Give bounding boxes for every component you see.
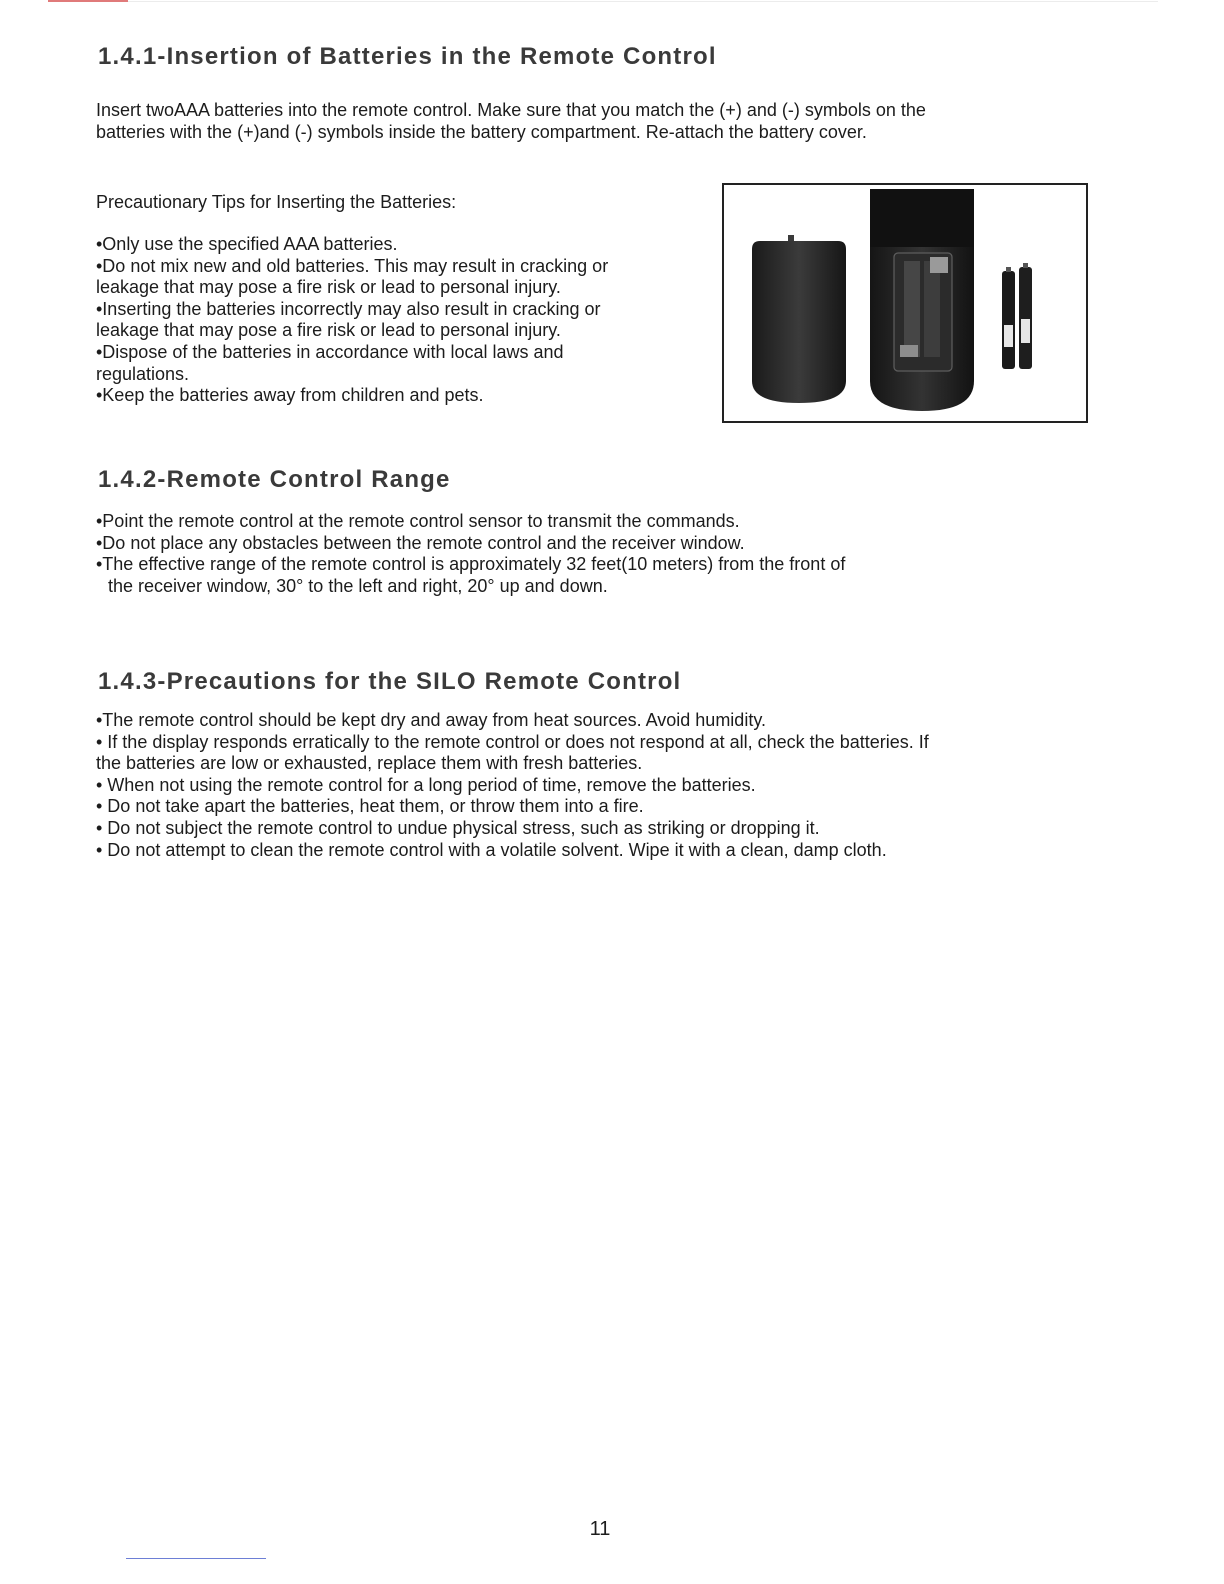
- aaa-battery: [1019, 267, 1032, 369]
- section-2-title: 1.4.2-Remote Control Range: [98, 466, 451, 493]
- top-edge-line: [128, 1, 1158, 2]
- tips-heading: Precautionary Tips for Inserting the Batteries:: [96, 192, 457, 212]
- battery-label: [1004, 325, 1013, 347]
- page-number: 11: [589, 1518, 611, 1540]
- tip-line: regulations.: [96, 363, 190, 384]
- section-3-title: 1.4.3-Precautions for the SILO Remote Control: [98, 668, 682, 695]
- precaution-item: • If the display responds erratically to the remote control or does not respond at all, check the batteries. If: [96, 731, 929, 752]
- footer-line: [126, 1558, 266, 1559]
- tips-list: [96, 234, 608, 407]
- range-item: •Point the remote control at the remote control sensor to transmit the commands.: [96, 511, 740, 531]
- tip-line: leakage that may pose a fire risk or lead to personal injury.: [96, 277, 561, 298]
- compartment-spring: [930, 257, 948, 273]
- tip-line: •Do not mix new and old batteries. This may result in cracking or: [96, 255, 609, 276]
- precaution-item: • Do not attempt to clean the remote control with a volatile solvent. Wipe it with a clean, damp cloth.: [96, 839, 887, 860]
- battery-cover: [752, 241, 846, 403]
- battery-installation-photo: [722, 183, 1088, 423]
- precaution-item: • Do not take apart the batteries, heat them, or throw them into a fire.: [96, 796, 644, 817]
- compartment-slot: [904, 261, 920, 357]
- section-1-title: 1.4.1-Insertion of Batteries in the Remote Control: [98, 43, 717, 70]
- range-list: [96, 511, 845, 597]
- section-1-intro-line-1: Insert twoAAA batteries into the remote control. Make sure that you match the (+) and (-) symbols on the: [96, 100, 926, 120]
- aaa-battery: [1002, 271, 1015, 369]
- precaution-item: •The remote control should be kept dry and away from heat sources. Avoid humidity.: [96, 710, 766, 730]
- precautions-list: [96, 710, 929, 861]
- battery-terminal: [1006, 267, 1011, 272]
- battery-label: [1021, 319, 1030, 343]
- compartment-spring: [900, 345, 918, 357]
- precaution-item: • When not using the remote control for a long period of time, remove the batteries.: [96, 774, 756, 795]
- section-1-intro-line-2: batteries with the (+)and (-) symbols inside the battery compartment. Re-attach the battery cover.: [96, 122, 867, 142]
- battery-illustration: [724, 185, 1086, 421]
- precaution-item: • Do not subject the remote control to undue physical stress, such as striking or dropping it.: [96, 817, 820, 838]
- compartment-slot: [924, 261, 940, 357]
- tip-line: leakage that may pose a fire risk or lead to personal injury.: [96, 320, 561, 341]
- tip-line: •Keep the batteries away from children and pets.: [96, 385, 484, 406]
- range-item: the receiver window, 30° to the left and right, 20° up and down.: [108, 575, 608, 596]
- range-item: •The effective range of the remote control is approximately 32 feet(10 meters) from the front of: [96, 554, 846, 575]
- range-item: •Do not place any obstacles between the remote control and the receiver window.: [96, 532, 745, 553]
- remote-top: [870, 189, 974, 251]
- tip-line: •Inserting the batteries incorrectly may also result in cracking or: [96, 298, 601, 319]
- precaution-item: the batteries are low or exhausted, replace them with fresh batteries.: [96, 753, 643, 774]
- top-edge-mark: [48, 0, 128, 2]
- battery-terminal: [1023, 263, 1028, 268]
- tip-line: •Only use the specified AAA batteries.: [96, 234, 398, 254]
- tip-line: •Dispose of the batteries in accordance with local laws and: [96, 341, 564, 362]
